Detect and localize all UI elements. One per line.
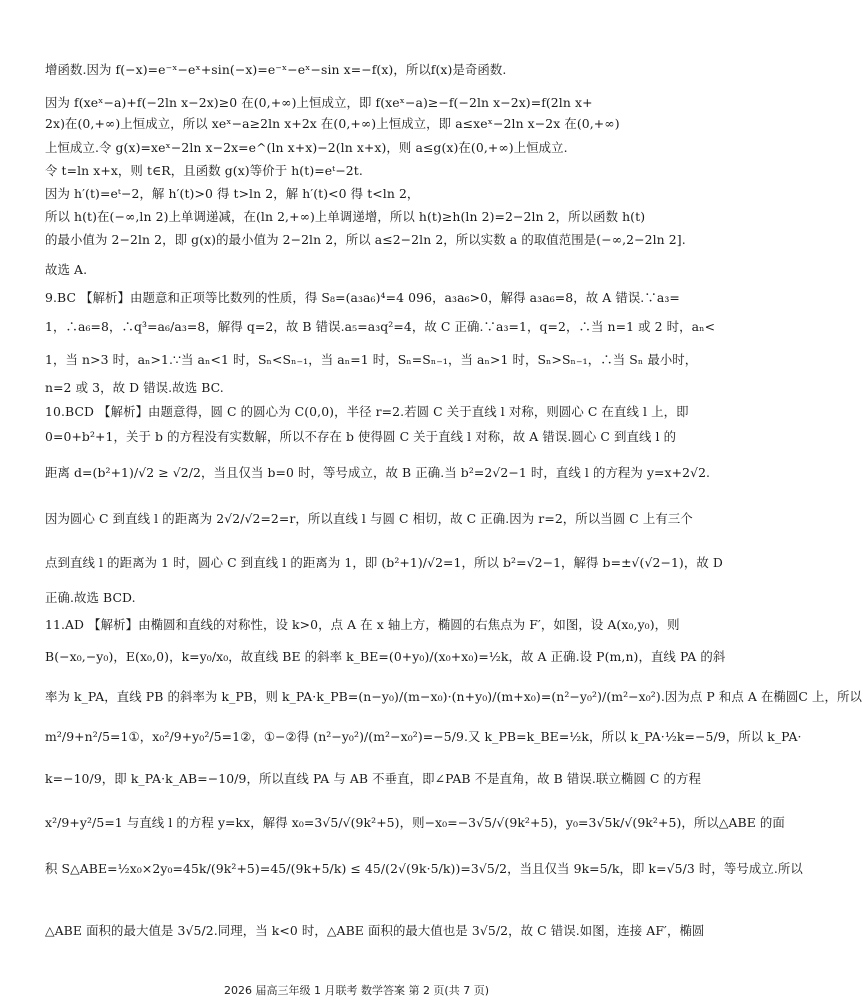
text-line: k=−10/9，即 k_PA·k_AB=−10/9，所以直线 PA 与 AB 不垂直，即∠PAB 不是直角，故 B 错误.联立椭圆 C 的方程 [45, 771, 702, 786]
text-line: m²/9+n²/5=1①，x₀²/9+y₀²/5=1②，①−②得 (n²−y₀²)/(m²−x₀²)=−5/9.又 k_PB=k_BE=½k，所以 k_PA·½k=−5/9，所以 k_PA· [45, 729, 802, 744]
text-line: 正确.故选 BCD. [45, 590, 136, 605]
text-line: 积 S△ABE=½x₀×2y₀=45k/(9k²+5)=45/(9k+5/k) ≤ 45/(2√(9k·5/k))=3√5/2，当且仅当 9k=5/k，即 k=√5/3 时，等号成立.所以 [45, 861, 803, 876]
text-line: 所以 h(t)在(−∞,ln 2)上单调递减，在(ln 2,+∞)上单调递增，所以 h(t)≥h(ln 2)=2−2ln 2，所以函数 h(t) [45, 209, 646, 224]
question-9-line: 9.BC 【解析】由题意和正项等比数列的性质，得 S₈=(a₃a₆)⁴=4 096，a₃a₆>0，解得 a₃a₆=8，故 A 错误.∵a₃= [45, 290, 680, 305]
text-line: 距离 d=(b²+1)/√2 ≥ √2/2，当且仅当 b=0 时，等号成立，故 B 正确.当 b²=2√2−1 时，直线 l 的方程为 y=x+2√2. [45, 465, 711, 480]
text-line: 点到直线 l 的距离为 1 时，圆心 C 到直线 l 的距离为 1，即 (b²+1)/√2=1，所以 b²=√2−1，解得 b=±√(√2−1)，故 D [45, 555, 723, 570]
text-line: 增函数.因为 f(−x)=e⁻ˣ−eˣ+sin(−x)=e⁻ˣ−eˣ−sin x=−f(x)，所以f(x)是奇函数. [45, 62, 507, 77]
text-line: 1，当 n>3 时，aₙ>1.∵当 aₙ<1 时，Sₙ<Sₙ₋₁，当 aₙ=1 时，Sₙ=Sₙ₋₁，当 aₙ>1 时，Sₙ>Sₙ₋₁，∴当 Sₙ 最小时， [45, 352, 698, 367]
text-line: n=2 或 3，故 D 错误.故选 BC. [45, 380, 224, 395]
text-line: x²/9+y²/5=1 与直线 l 的方程 y=kx，解得 x₀=3√5/√(9k²+5)，则−x₀=−3√5/√(9k²+5)，y₀=3√5k/√(9k²+5)，所以△ABE 的面 [45, 815, 785, 830]
text-line: 因为 f(xeˣ−a)+f(−2ln x−2x)≥0 在(0,+∞)上恒成立，即 f(xeˣ−a)≥−f(−2ln x−2x)=f(2ln x+ [45, 95, 593, 110]
text-line: B(−x₀,−y₀)，E(x₀,0)，k=y₀/x₀，故直线 BE 的斜率 k_BE=(0+y₀)/(x₀+x₀)=½k，故 A 正确.设 P(m,n)，直线 PA 的斜 [45, 649, 726, 664]
text-line: 故选 A. [45, 262, 88, 277]
text-line: 令 t=ln x+x，则 t∈R，且函数 g(x)等价于 h(t)=eᵗ−2t. [45, 163, 363, 178]
page-footer: 2026 届高三年级 1 月联考 数学答案 第 2 页(共 7 页) [223, 984, 490, 997]
text-line: 率为 k_PA，直线 PB 的斜率为 k_PB，则 k_PA·k_PB=(n−y₀)/(m−x₀)·(n+y₀)/(m+x₀)=(n²−y₀²)/(m²−x₀²).因为点 P 和点 A 在椭圆C 上，所以 [45, 689, 862, 704]
text-line: 1，∴a₆=8，∴q³=a₆/a₃=8，解得 q=2，故 B 错误.a₅=a₃q²=4，故 C 正确.∵a₃=1，q=2，∴当 n=1 或 2 时，aₙ< [45, 319, 716, 334]
text-line: 因为 h′(t)=eᵗ−2，解 h′(t)>0 得 t>ln 2，解 h′(t)<0 得 t<ln 2， [45, 186, 420, 201]
text-line: 的最小值为 2−2ln 2，即 g(x)的最小值为 2−2ln 2，所以 a≤2−2ln 2，所以实数 a 的取值范围是(−∞,2−2ln 2]. [45, 232, 686, 247]
question-10-line: 10.BCD 【解析】由题意得，圆 C 的圆心为 C(0,0)，半径 r=2.若圆 C 关于直线 l 对称，则圆心 C 在直线 l 上，即 [45, 404, 689, 419]
question-11-line: 11.AD 【解析】由椭圆和直线的对称性，设 k>0，点 A 在 x 轴上方，椭圆的右焦点为 F′，如图，设 A(x₀,y₀)，则 [45, 617, 680, 632]
text-line: 2x)在(0,+∞)上恒成立，所以 xeˣ−a≥2ln x+2x 在(0,+∞)上恒成立，即 a≤xeˣ−2ln x−2x 在(0,+∞) [45, 116, 620, 131]
text-line: △ABE 面积的最大值是 3√5/2.同理，当 k<0 时，△ABE 面积的最大值也是 3√5/2，故 C 错误.如图，连接 AF′，椭圆 [45, 923, 705, 938]
text-line: 因为圆心 C 到直线 l 的距离为 2√2/√2=2=r，所以直线 l 与圆 C 相切，故 C 正确.因为 r=2，所以当圆 C 上有三个 [45, 511, 693, 526]
text-line: 0=0+b²+1，关于 b 的方程没有实数解，所以不存在 b 使得圆 C 关于直线 l 对称，故 A 错误.圆心 C 到直线 l 的 [45, 429, 677, 444]
text-line: 上恒成立.令 g(x)=xeˣ−2ln x−2x=e^(ln x+x)−2(ln x+x)，则 a≤g(x)在(0,+∞)上恒成立. [45, 140, 568, 155]
